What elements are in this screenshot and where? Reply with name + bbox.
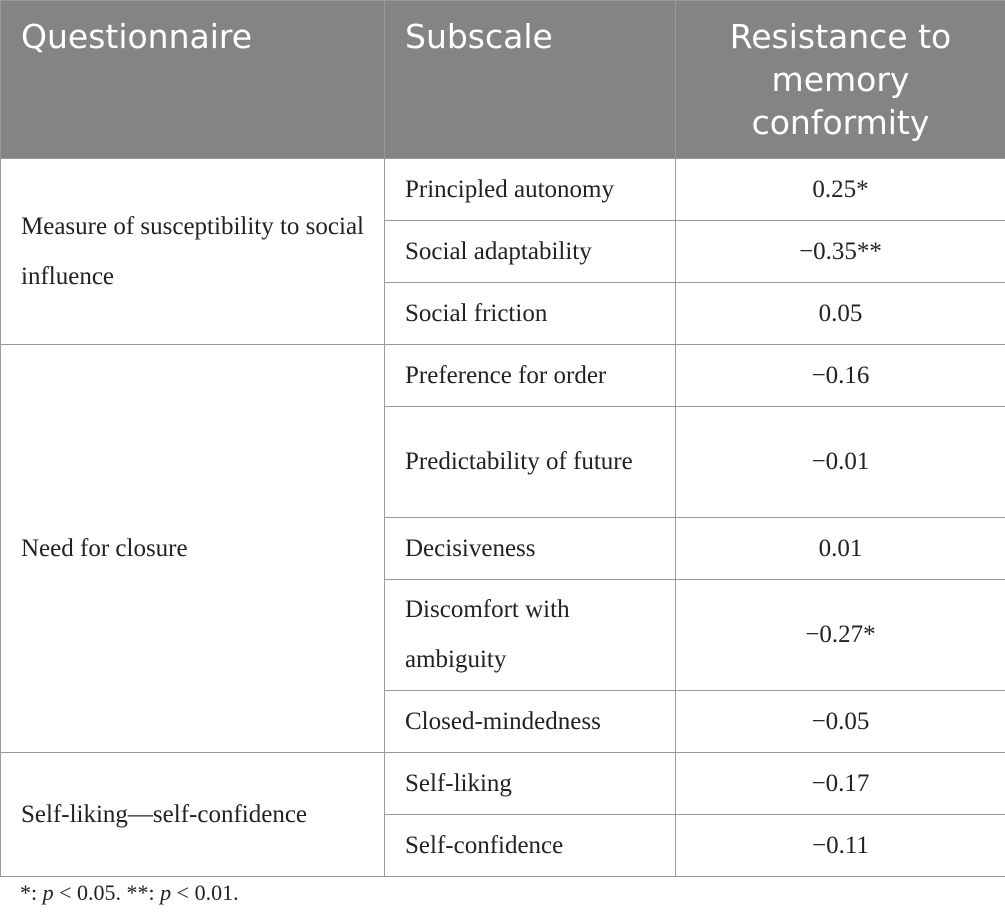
table-row	[1, 345, 1005, 407]
subscale-cell: Principled autonomy	[385, 159, 676, 221]
value-cell: −0.01	[676, 407, 1005, 518]
table-footnote	[20, 880, 239, 906]
subscale-cell: Social adaptability	[385, 221, 676, 283]
value-cell: 0.05	[676, 283, 1005, 345]
table-row	[1, 753, 1005, 815]
table-row	[1, 159, 1005, 221]
subscale-cell: Decisiveness	[385, 518, 676, 580]
subscale-cell: Discomfort with ambiguity	[385, 580, 676, 691]
value-cell: −0.16	[676, 345, 1005, 407]
value-cell: 0.25*	[676, 159, 1005, 221]
footnote-part2: < 0.05. **:	[53, 880, 161, 905]
value-cell: −0.11	[676, 815, 1005, 877]
subscale-cell: Self-confidence	[385, 815, 676, 877]
value-cell: −0.27*	[676, 580, 1005, 691]
footnote-part1: *:	[20, 880, 43, 905]
subscale-cell: Preference for order	[385, 345, 676, 407]
questionnaire-cell: Need for closure	[1, 345, 385, 753]
table-body	[1, 159, 1005, 877]
value-cell: −0.05	[676, 691, 1005, 753]
footnote-p1: p	[42, 880, 54, 905]
subscale-cell: Self-liking	[385, 753, 676, 815]
footnote-part3: < 0.01.	[171, 880, 239, 905]
value-cell: 0.01	[676, 518, 1005, 580]
subscale-cell: Social friction	[385, 283, 676, 345]
questionnaire-cell: Measure of susceptibility to social influence	[1, 159, 385, 345]
value-cell: −0.17	[676, 753, 1005, 815]
header-subscale: Subscale	[385, 1, 676, 159]
subscale-cell: Closed-mindedness	[385, 691, 676, 753]
header-questionnaire: Questionnaire	[1, 1, 385, 159]
header-resistance: Resistance to memory conformity	[676, 1, 1005, 159]
value-cell: −0.35**	[676, 221, 1005, 283]
table-header	[1, 1, 1005, 159]
header-row	[1, 1, 1005, 159]
footnote-p2: p	[160, 880, 172, 905]
subscale-cell: Predictability of future	[385, 407, 676, 518]
questionnaire-cell: Self-liking—self-confidence	[1, 753, 385, 877]
